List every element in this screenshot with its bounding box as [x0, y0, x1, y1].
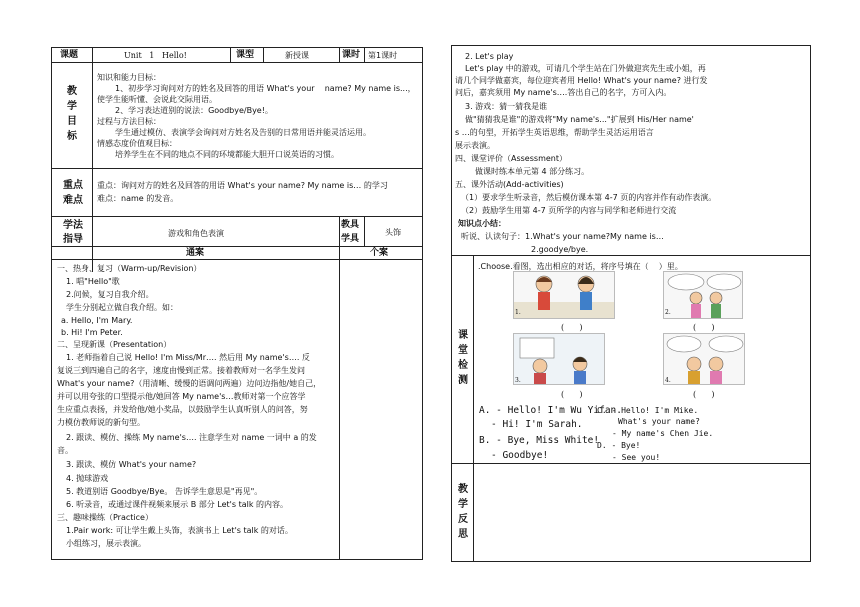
method-label-top: 学法	[63, 220, 83, 231]
right-line: 展示表演。	[455, 141, 495, 150]
goals-label: 教学目标	[67, 86, 77, 142]
plan-line: 6. 听录音，或通过课件视频来展示 B 部分 Let's talk 的内容。	[66, 500, 289, 509]
answer-blank-1[interactable]: ( )	[561, 323, 583, 332]
plan-line: 并可以用夸张的口型提示他/她回答 My name's…教师对第一个应答学	[57, 392, 306, 401]
plan-line: 一、热身、复习（Warm-up/Revision）	[57, 264, 202, 273]
right-line: 五、课外活动(Add-activities)	[455, 180, 564, 189]
goals-line-6: 学生通过模仿、表演学会询问对方姓名及告别的日常用语并能灵活运用。	[115, 128, 371, 137]
right-line: （1）要求学生听录音，然后模仿课本第 4-7 页的内容并作有动作表演。	[461, 193, 717, 202]
plan-common-header: 通案	[186, 248, 205, 258]
keypoints-line-1: 重点：询问对方的姓名及回答的用语 What's your name? My name is… 的学习	[97, 181, 388, 190]
option-b-line-2: - Goodbye!	[491, 450, 549, 461]
right-line: 2.goodye/bye.	[531, 245, 589, 254]
period-value: 第1课时	[368, 51, 398, 60]
test-picture-3-number: 3.	[515, 377, 521, 384]
option-c-line-1: C. - Hello! I'm Mike.	[597, 406, 699, 415]
type-label: 课型	[236, 50, 255, 60]
test-instruction: .Choose.看图，选出相应的对话，将序号填在（ ）里。	[478, 262, 683, 271]
goals-line-7: 情感态度价值观目标：	[97, 139, 177, 148]
plan-line: 音。	[57, 446, 73, 455]
right-line: 听说、认读句子：1.What's your name?My name is…	[461, 232, 664, 241]
option-a-line-1: A. - Hello! I'm Wu Yifan.	[479, 405, 622, 416]
right-line: 问后，嘉宾须用 My name's….答出自己的名字，方可入内。	[455, 88, 672, 97]
test-picture-4-number: 4.	[665, 377, 671, 384]
plan-line: 4. 抛球游戏	[66, 474, 109, 483]
keypoints-line-2: 难点：name 的发音。	[97, 194, 179, 203]
period-label: 课时	[342, 50, 361, 60]
plan-personal-header: 个案	[370, 248, 389, 258]
method-label-bottom: 指导	[63, 234, 83, 245]
right-line: 请几个同学做嘉宾，每位迎宾者用 Hello! What's your name? 进行发	[455, 76, 708, 85]
method-value: 游戏和角色表演	[168, 229, 224, 238]
plan-line: What's your name?（用清晰、缓慢的语调问两遍）边问边指他/她自己，	[57, 379, 322, 388]
answer-blank-2[interactable]: ( )	[693, 323, 715, 332]
right-line: 2. Let's play	[465, 52, 514, 61]
keypoints-label-top: 重点	[63, 180, 83, 191]
test-picture-3	[513, 333, 605, 385]
reflection-label: 教学反思	[458, 484, 468, 540]
plan-line: 生应重点表扬，并发给他/她小奖品，以鼓励学生认真听别人的问答，努	[57, 405, 308, 414]
plan-line: 力模仿教师说的新句型。	[57, 418, 145, 427]
right-line: 知识点小结：	[458, 219, 506, 228]
test-picture-2	[663, 271, 743, 319]
plan-line: 二、呈现新课（Presentation）	[57, 340, 172, 349]
plan-line: 2.问候，复习自我介绍。	[66, 290, 154, 299]
tools-value: 头饰	[385, 228, 401, 237]
plan-line: 1. 唱"Hello"歌	[66, 277, 120, 286]
goals-line-4: 2、学习表达道别的说法：Goodbye/Bye!。	[115, 106, 273, 115]
tools-label-bottom: 学具	[341, 234, 360, 244]
goals-line-2: 1、初步学习询问对方的姓名及回答的用语 What's your name? My name is...，	[115, 84, 416, 93]
option-b-line-1: B. - Bye, Miss White!	[479, 435, 600, 446]
right-line: （2）鼓励学生用第 4-7 页所学的内容与同学和老师进行交流	[461, 206, 677, 215]
plan-line: a. Hello, I'm Mary.	[61, 316, 133, 325]
plan-line: b. Hi! I'm Peter.	[61, 328, 123, 337]
test-picture-1-number: 1.	[515, 309, 521, 316]
goals-line-8: 培养学生在不同的地点不同的环境都能大胆开口说英语的习惯。	[115, 150, 339, 159]
plan-line: 3. 跟读、模仿 What's your name?	[66, 460, 197, 469]
plan-line: 复说三到四遍自己的名字，速度由慢到正常。接着教师对一名学生发问	[57, 366, 305, 375]
type-value: 新授课	[285, 51, 309, 60]
option-c-line-2: What's your name?	[618, 417, 700, 426]
option-d-line-2: - See you!	[612, 453, 661, 462]
plan-line: 1.Pair work: 可让学生戴上头饰，表演书上 Let's talk 的对话。	[66, 526, 293, 535]
topic-label: 课题	[60, 50, 79, 60]
goals-line-1: 知识和能力目标：	[97, 73, 161, 82]
plan-line: 1. 老师指着自己说 Hello! I'm Miss/Mr…. 然后用 My name's…. 反	[66, 353, 310, 362]
topic-value: Unit 1 Hello!	[124, 51, 187, 60]
right-line: s …的句型，开拓学生英语思维，帮助学生灵活运用语言	[455, 128, 654, 137]
test-label: 课堂检测	[458, 330, 468, 386]
right-line: 四、课堂评价（Assessment）	[455, 154, 567, 163]
test-picture-1	[513, 271, 615, 319]
goals-line-5: 过程与方法目标：	[97, 117, 161, 126]
option-d-line-1: D. - Bye!	[597, 441, 641, 450]
right-line: 做课时练本单元第 4 部分练习。	[475, 167, 590, 176]
plan-line: 三、趣味操练（Practice）	[57, 513, 153, 522]
answer-blank-3[interactable]: ( )	[561, 390, 583, 399]
right-line: 3. 游戏：猜一猜我是谁	[465, 102, 548, 111]
plan-line: 2. 跟读、模仿、操练 My name's…. 注意学生对 name 一词中 a 的发	[66, 433, 317, 442]
answer-blank-4[interactable]: ( )	[693, 390, 715, 399]
right-line: Let's play 中的游戏，可请几个学生站在门外做迎宾先生或小姐，再	[465, 64, 706, 73]
keypoints-label-bottom: 难点	[63, 195, 83, 206]
plan-line: 小组练习，展示表演。	[66, 539, 146, 548]
test-picture-4	[663, 333, 745, 385]
test-picture-2-number: 2.	[665, 309, 671, 316]
plan-line: 学生分别起立做自我介绍。如：	[66, 303, 178, 312]
tools-label-top: 教具	[341, 220, 360, 230]
goals-line-3: 使学生能听懂、会说此交际用语。	[97, 95, 217, 104]
option-c-line-3: - My name's Chen Jie.	[612, 429, 714, 438]
right-line: 做"猜猜我是谁"的游戏将"My name's..."扩展到 His/Her name'	[465, 115, 694, 124]
option-a-line-2: - Hi! I'm Sarah.	[491, 419, 583, 430]
plan-line: 5. 教道别语 Goodbye/Bye。 告诉学生意思是"再见"。	[66, 487, 263, 496]
